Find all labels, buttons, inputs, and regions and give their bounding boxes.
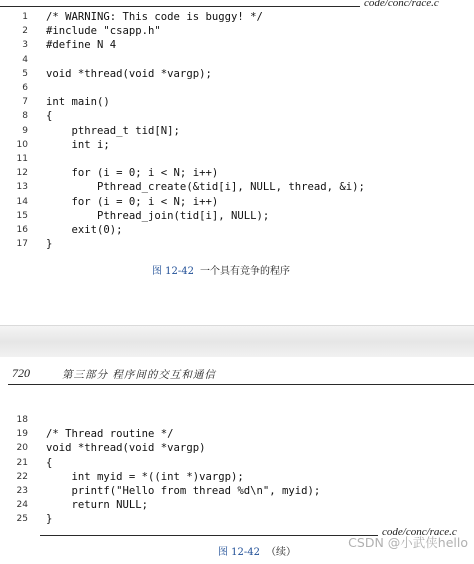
header-rule	[8, 384, 474, 385]
page-header	[0, 366, 474, 382]
code-text: for (i = 0; i < N; i++)	[46, 195, 219, 208]
code-line	[0, 109, 474, 123]
code-text: Pthread_join(tid[i], NULL);	[46, 209, 270, 222]
code-line	[0, 427, 474, 441]
code-line	[0, 223, 474, 237]
csdn-watermark: CSDN @小武侠hello	[348, 535, 468, 550]
code-text: {	[46, 110, 53, 123]
code-text: /* WARNING: This code is buggy! */	[46, 11, 263, 23]
code-line	[0, 53, 474, 67]
line-number: 17	[16, 239, 28, 250]
code-text: {	[46, 456, 53, 469]
code-text: }	[46, 238, 53, 251]
code-line	[0, 180, 474, 194]
figure-caption-top	[152, 262, 290, 277]
line-number: 9	[22, 125, 28, 136]
line-number: 10	[16, 139, 28, 150]
code-line	[0, 237, 474, 251]
code-text: pthread_t tid[N];	[46, 124, 180, 137]
code-text: exit(0);	[46, 224, 123, 236]
code-text: void *thread(void *vargp);	[46, 67, 212, 80]
code-line	[0, 10, 474, 24]
line-number: 20	[16, 443, 28, 454]
line-number: 21	[16, 457, 28, 468]
figure-number: 图 12-42	[152, 266, 195, 277]
line-number: 22	[16, 471, 28, 482]
figure-title: 一个具有竞争的程序	[200, 266, 291, 277]
code-text: #define N 4	[46, 39, 117, 52]
code-text: return NULL;	[46, 499, 149, 512]
chapter-title: 第三部分 程序间的交互和通信	[62, 369, 216, 381]
figure-number: 图 12-42	[218, 547, 261, 558]
line-number: 24	[16, 500, 28, 511]
code-line	[0, 456, 474, 470]
code-text: for (i = 0; i < N; i++)	[46, 167, 219, 180]
page-number: 720	[12, 366, 30, 380]
figure-title: （续）	[266, 547, 297, 558]
line-number: 25	[16, 514, 28, 525]
code-text: int i;	[46, 138, 110, 151]
line-number: 6	[22, 83, 28, 93]
line-number: 11	[16, 154, 28, 164]
line-number: 2	[22, 26, 28, 37]
code-line	[0, 95, 474, 109]
file-rule-top	[0, 6, 360, 7]
code-text: }	[46, 513, 53, 526]
line-number: 12	[16, 168, 28, 179]
code-text: printf("Hello from thread %d\n", myid);	[46, 485, 321, 497]
code-line	[0, 209, 474, 223]
line-number: 15	[16, 210, 28, 221]
line-number: 13	[16, 182, 28, 193]
code-line	[0, 152, 474, 166]
line-number: 23	[16, 486, 28, 496]
file-label-bottom: code/conc/race.c	[382, 526, 457, 538]
file-rule-bottom	[40, 535, 378, 536]
line-number: 5	[22, 68, 28, 79]
code-line	[0, 195, 474, 209]
line-number: 8	[22, 111, 28, 122]
code-text: #include "csapp.h"	[46, 25, 161, 38]
code-text: Pthread_create(&tid[i], NULL, thread, &i);	[46, 181, 365, 194]
figure-caption-bottom	[218, 543, 296, 558]
code-text: /* Thread routine */	[46, 428, 174, 441]
code-line	[0, 166, 474, 180]
code-text: int main()	[46, 96, 110, 109]
line-number: 14	[16, 196, 28, 207]
code-line	[0, 484, 474, 498]
line-number: 3	[22, 40, 28, 51]
line-number: 18	[16, 415, 28, 425]
code-line	[0, 24, 474, 38]
line-number: 4	[22, 54, 28, 65]
code-line	[0, 38, 474, 52]
page-break	[0, 325, 474, 359]
code-line	[0, 413, 474, 427]
file-label-top: code/conc/race.c	[364, 0, 439, 9]
code-text: void *thread(void *vargp)	[46, 442, 206, 455]
line-number: 19	[16, 429, 28, 440]
code-line	[0, 124, 474, 138]
code-text: int myid = *((int *)vargp);	[46, 470, 244, 483]
code-line	[0, 441, 474, 455]
line-number: 7	[22, 97, 28, 108]
code-line	[0, 512, 474, 526]
code-line	[0, 138, 474, 152]
code-line	[0, 81, 474, 95]
line-number: 16	[16, 225, 28, 235]
code-line	[0, 498, 474, 512]
code-line	[0, 470, 474, 484]
line-number: 1	[22, 12, 28, 22]
code-line	[0, 67, 474, 81]
